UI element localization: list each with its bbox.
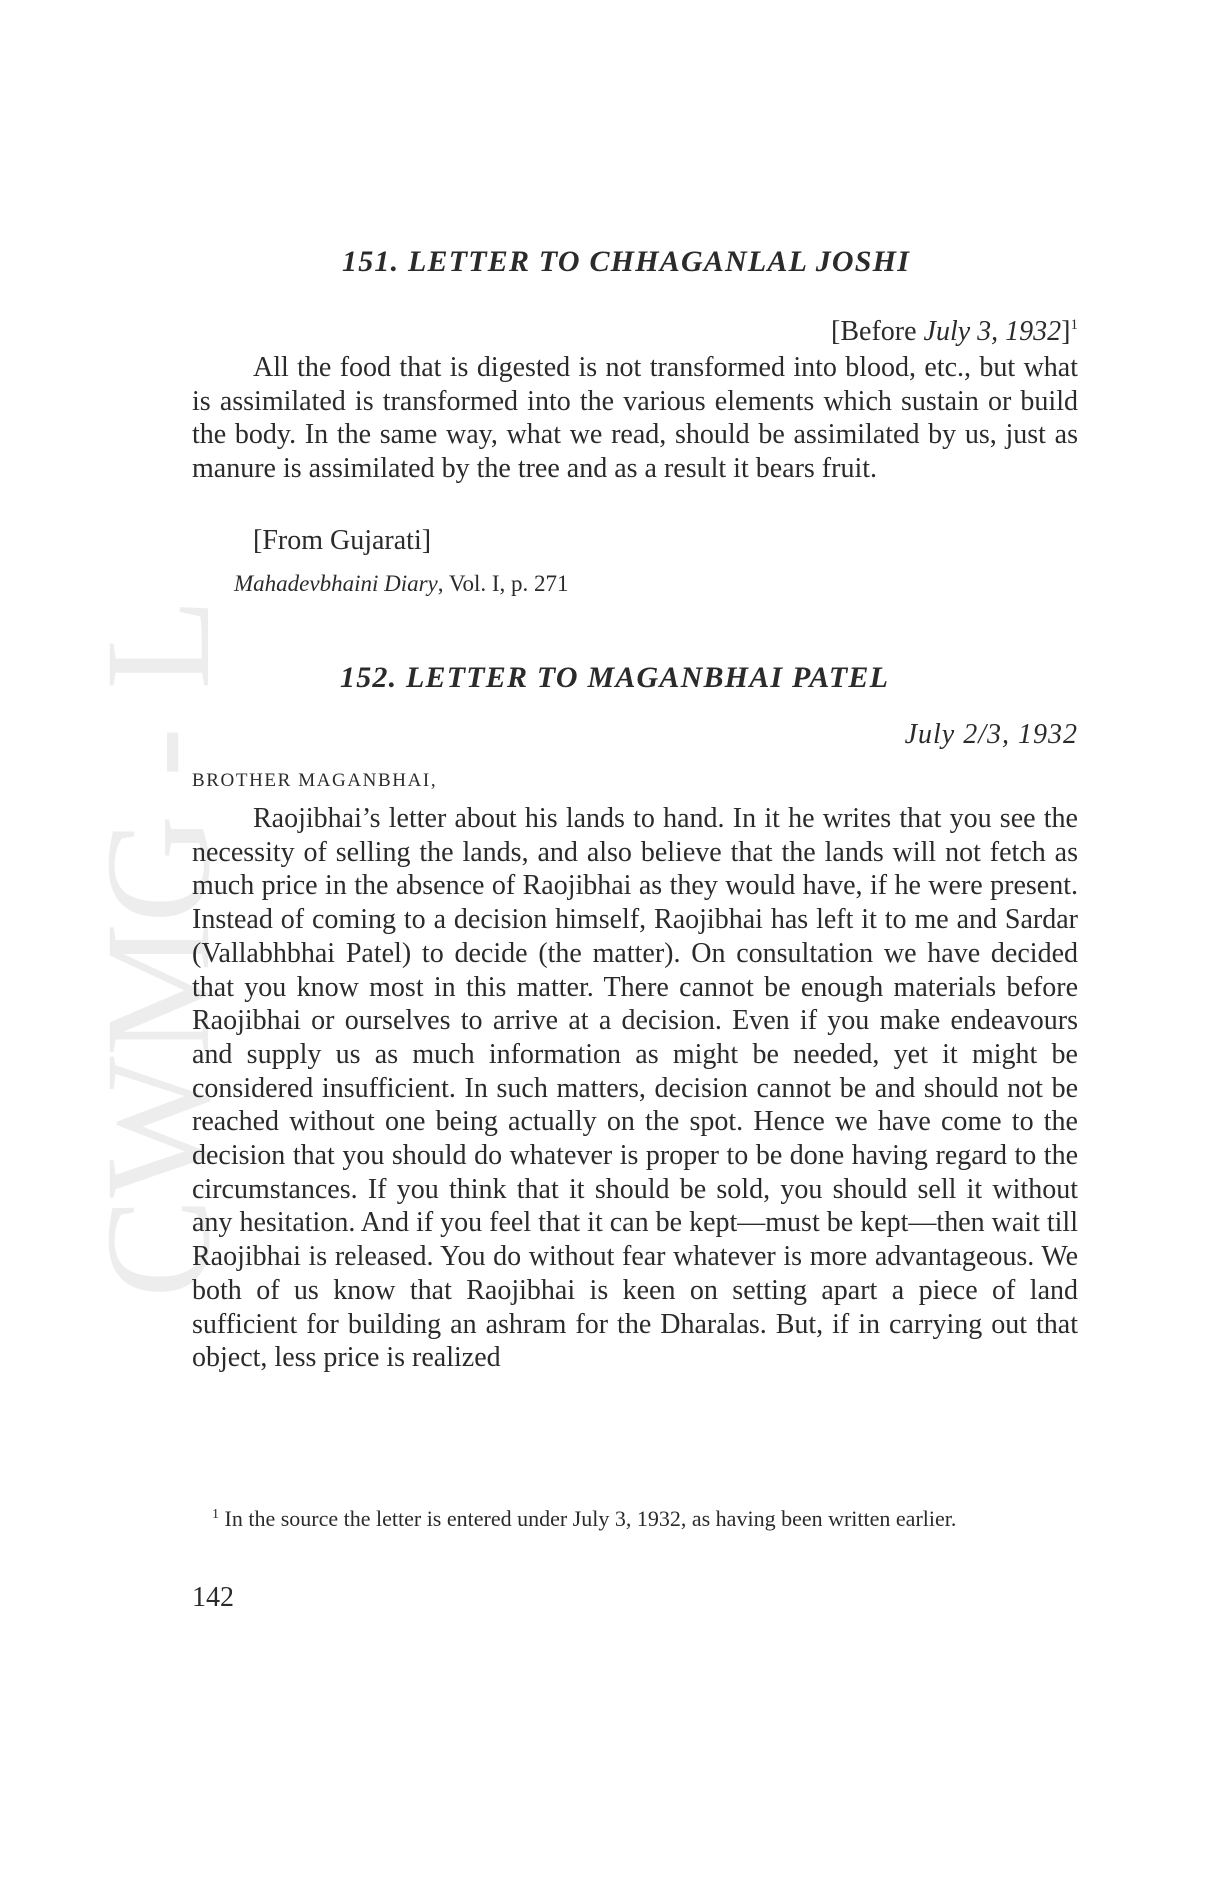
letter-152-body <box>192 802 1078 1375</box>
letter-151-source-language: [From Gujarati] <box>253 525 432 556</box>
letter-151-date-suffix: ] <box>1061 316 1071 347</box>
letter-152-date: July 2/3, 1932 <box>904 719 1078 750</box>
letter-151-body <box>192 351 1078 486</box>
letter-151-body-text: All the food that is digested is not transformed into blood, etc., but what is assimilated is transformed into the various elements which sustain or build the body. In the same way, what we read, should be assimilated by us, just as manure is assimilated by the tree and as a result it bears fruit. <box>192 352 1078 485</box>
page-number: 142 <box>192 1582 234 1613</box>
letter-152-body-text: Raojibhai’s letter about his lands to hand. In it he writes that you see the necessity of selling the lands, and also believe that the lands will not fetch as much price in the absence of Raojibhai as they would have, if he were present. Instead of coming to a decision himself, Raojibhai has left it to me and Sardar (Vallabhbhai Patel) to decide (the matter). On consultation we have decided that you know most in this matter. There cannot be enough materials before Raojibhai or ourselves to arrive at a decision. Even if you make endeavours and supply us as much information as might be needed, yet it might be considered insufficient. In such matters, decision cannot be and should not be reached without one being actually on the spot. Hence we have come to the decision that you should do whatever is proper to be done having regard to the circumstances. If you think that it should be sold, you should sell it without any hesitation. And if you feel that it can be kept—must be kept—then wait till Raojibhai is released. You do without fear whatever is more advantageous. We both of us know that Raojibhai is keen on setting apart a piece of land sufficient for building an ashram for the Dharalas. But, if in carrying out that object, less price is realized <box>192 803 1078 1374</box>
watermark-text: CWMG - L <box>75 598 241 1298</box>
letter-152-salutation: BROTHER MAGANBHAI, <box>192 770 438 791</box>
letter-151-date <box>831 308 1078 349</box>
citation-rest: , Vol. I, p. 271 <box>437 571 569 596</box>
footnote-text: In the source the letter is entered under July 3, 1932, as having been written earlier. <box>219 1506 957 1531</box>
citation-title: Mahadevbhaini Diary <box>234 571 438 596</box>
footnote-marker: 1 <box>212 1507 219 1522</box>
letter-151-citation <box>234 569 569 599</box>
letter-151-footnote-ref: 1 <box>1070 317 1078 333</box>
footnote <box>192 1500 1078 1534</box>
letter-151-date-italic: July 3, 1932 <box>923 316 1062 347</box>
letter-151-heading: 151. LETTER TO CHHAGANLAL JOSHI <box>342 245 911 278</box>
letter-152-heading: 152. LETTER TO MAGANBHAI PATEL <box>340 661 890 694</box>
letter-151-date-prefix: [Before <box>831 316 924 347</box>
